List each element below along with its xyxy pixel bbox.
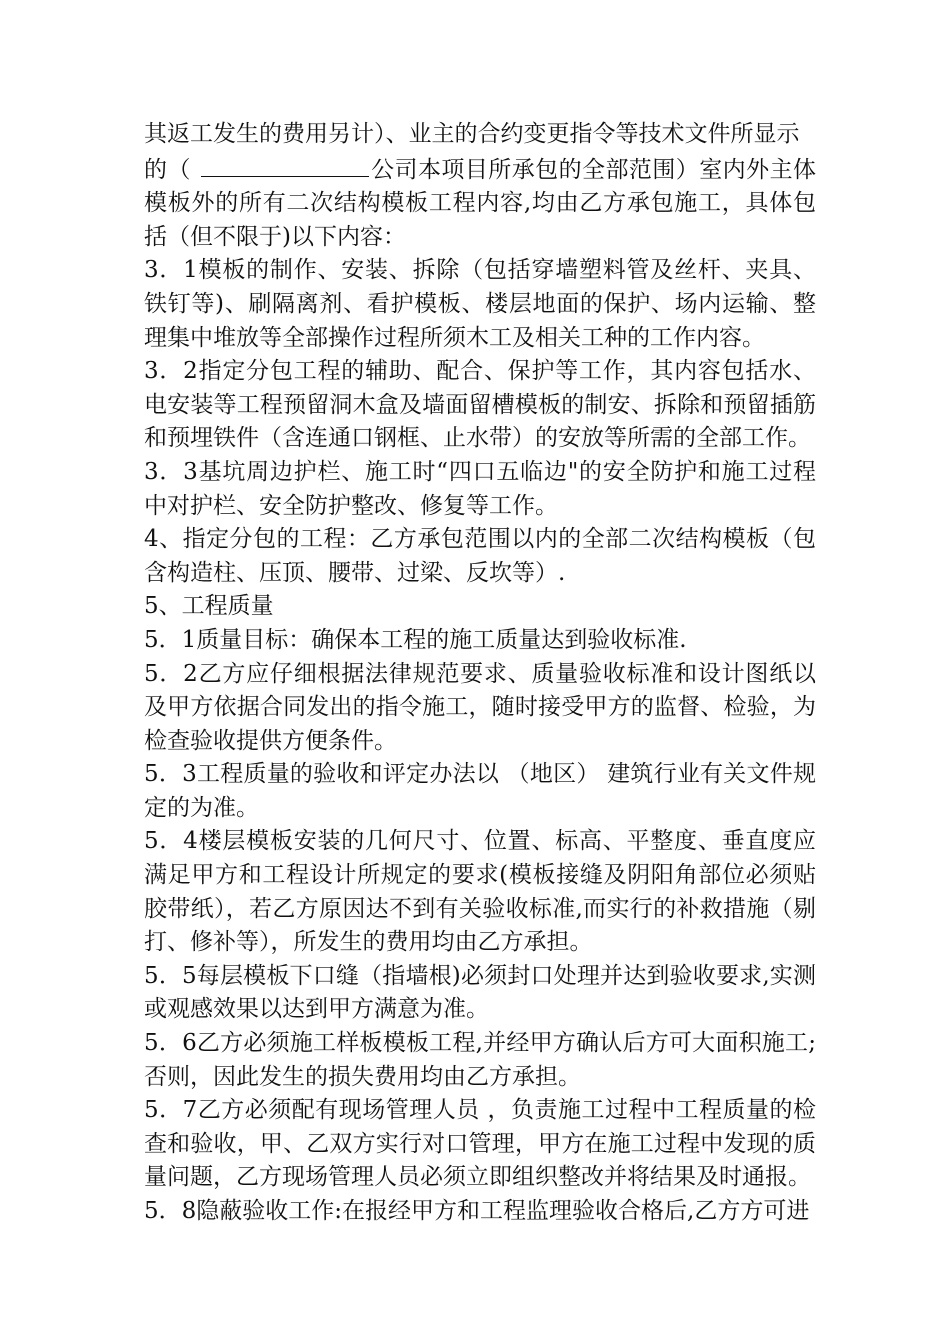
clause-5-2: 5．2乙方应仔细根据法律规范要求、质量验收标准和设计图纸以及甲方依据合同发出的指令施工，随时接受甲方的监督、检验，为检查验收提供方便条件。	[144, 660, 816, 754]
clause-3-3: 3．3基坑周边护栏、施工时“四口五临边"的安全防护和施工过程中对护栏、安全防护整改、修复等工作。	[144, 458, 816, 519]
clause-5-6: 5．6乙方必须施工样板模板工程,并经甲方确认后方可大面积施工;否则，因此发生的损失费用均由乙方承担。	[144, 1030, 816, 1090]
clause-3-2: 3．2指定分包工程的辅助、配合、保护等工作，其内容包括水、电安装等工程预留洞木盒及墙面留槽模板的制安、拆除和预留插筋和预埋铁件（含连通口钢框、止水带）的安放等所需的全部工作。	[144, 358, 816, 452]
clause-5-3: 5．3工程质量的验收和评定办法以 （地区） 建筑行业有关文件规定的为准。	[144, 761, 816, 821]
scope-prefix: 的（	[144, 156, 199, 183]
clause-5-8: 5．8隐蔽验收工作:在报经甲方和工程监理验收合格后,乙方方可进	[144, 1198, 810, 1224]
paragraph-scope	[144, 152, 816, 255]
clause-3-1: 3．1模板的制作、安装、拆除（包括穿墙塑料管及丝杆、夹具、铁钉等)、刷隔离剂、看护模板、楼层地面的保护、场内运输、整理集中堆放等全部操作过程所须木工及相关工种的工作内容。	[144, 257, 816, 351]
paragraph-continuation: 其返工发生的费用另计）、业主的合约变更指令等技术文件所显示	[144, 121, 800, 147]
scope-text: 公司本项目所承包的全部范围）室内外主体模板外的所有二次结构模板工程内容,均由乙方承包施工，具体包括（但不限于)以下内容：	[144, 156, 817, 250]
clause-5-5: 5．5每层模板下口缝（指墙根)必须封口处理并达到验收要求,实测或观感效果以达到甲方满意为准。	[144, 962, 816, 1023]
company-name-blank	[201, 152, 369, 177]
clause-5-1: 5．1质量目标：确保本工程的施工质量达到验收标准.	[144, 626, 687, 653]
clause-5-4: 5．4楼层模板安装的几何尺寸、位置、标高、平整度、垂直度应满足甲方和工程设计所规定的要求(模板接缝及阴阳角部位必须贴胶带纸），若乙方原因达不到有关验收标准,而实行的补救措施（剔打、修补等），所发生的费用均由乙方承担。	[144, 828, 816, 956]
clause-4: 4、指定分包的工程：乙方承包范围以内的全部二次结构模板（包含构造柱、压顶、腰带、过梁、反坎等）.	[144, 526, 816, 586]
clause-5-7: 5．7乙方必须配有现场管理人员 ，负责施工过程中工程质量的检查和验收，甲、乙双方实行对口管理，甲方在施工过程中发现的质量问题，乙方现场管理人员必须立即组织整改并将结果及时通报。	[144, 1097, 816, 1191]
section-5-heading: 5、工程质量	[144, 593, 274, 620]
document-body	[144, 118, 816, 1229]
